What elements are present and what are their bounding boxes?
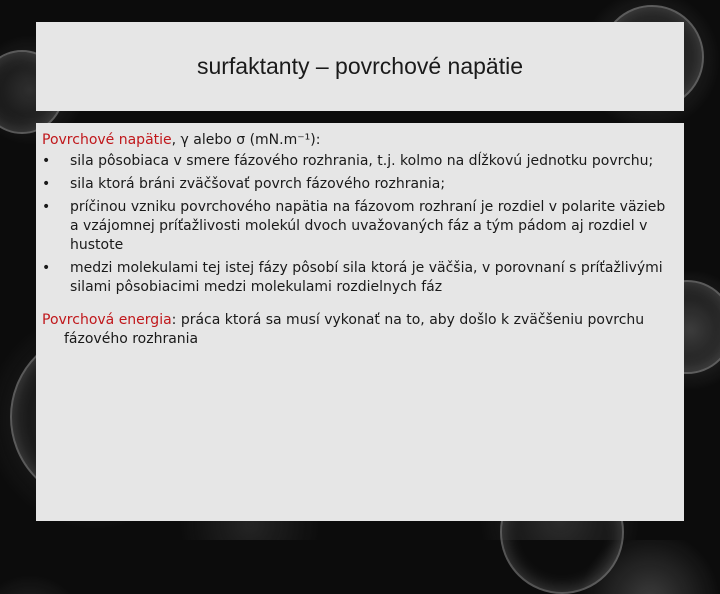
energy-definition [42, 311, 674, 349]
bullet-icon: • [42, 176, 51, 192]
list-item [42, 259, 674, 297]
tension-bullet-list [42, 152, 674, 297]
title-panel [36, 22, 684, 111]
tension-term: Povrchové napätie [42, 132, 172, 148]
tension-definition [42, 131, 674, 150]
content-panel [36, 123, 684, 521]
bullet-icon: • [42, 199, 51, 215]
list-item-text: sila ktorá bráni zväčšovať povrch fázového rozhrania; [70, 176, 446, 192]
list-item [42, 152, 674, 171]
list-item-text: medzi molekulami tej istej fázy pôsobí sila ktorá je väčšia, v porovnaní s príťažlivými silami pôsobiacimi medzi molekulami rozdielnych fáz [70, 260, 663, 295]
tension-symbol-units: , γ alebo σ (mN.m⁻¹): [171, 132, 321, 148]
list-item [42, 175, 674, 194]
list-item-text: sila pôsobiaca v smere fázového rozhrania, t.j. kolmo na dĺžkovú jednotku povrchu; [70, 153, 654, 169]
slide-title: surfaktanty – povrchové napätie [196, 53, 524, 79]
bullet-icon: • [42, 153, 51, 169]
bullet-icon: • [42, 260, 51, 276]
list-item [42, 198, 674, 255]
energy-description: : práca ktorá sa musí vykonať na to, aby došlo k zväčšeniu povrchu fázového rozhrania [64, 312, 645, 347]
list-item-text: príčinou vzniku povrchového napätia na fázovom rozhraní je rozdiel v polarite väzieb a vzájomnej príťažlivosti molekúl dvoch uvažovaných fáz a tým pádom aj rozdiel v hustote [70, 199, 666, 253]
energy-term: Povrchová energia [42, 312, 172, 328]
